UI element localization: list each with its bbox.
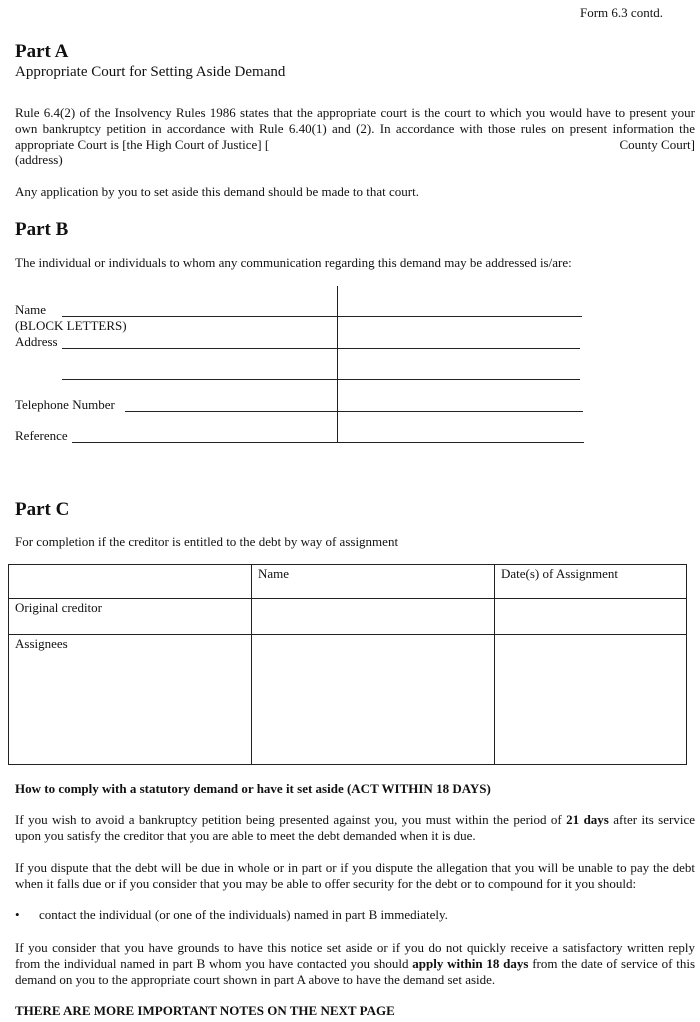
original-creditor-label: Original creditor [9, 599, 252, 635]
notes-p3-bold: apply within 18 days [412, 956, 529, 971]
telephone-field-line[interactable] [125, 411, 583, 412]
telephone-label: Telephone Number [15, 397, 115, 412]
reference-label: Reference [15, 428, 68, 443]
part-c-heading: Part C [15, 499, 70, 520]
part-a-application-note: Any application by you to set aside this demand should be made to that court. [15, 184, 420, 199]
reference-field-line[interactable] [72, 442, 584, 443]
assignment-table [8, 564, 687, 765]
notes-p3-text-b: from the date of service of this demand on you to the appropriate court shown in part A above to have the demand set aside. [15, 956, 696, 987]
part-a-rule-text: Rule 6.4(2) of the Insolvency Rules 1986 states that the appropriate court is the court to which you would have to present your own bankruptcy petition in accordance with Rule 6.40(1) and (2). In accordance with those rules on present information the appropriate Court is [the High Court of Justice] [ [15, 105, 695, 152]
part-b-column-divider [337, 286, 338, 443]
table-header-name: Name [252, 565, 495, 599]
name-label: Name [15, 302, 47, 317]
notes-p1-text-b: after its service upon you satisfy the creditor that you are able to meet the debt demanded when it is due. [15, 812, 695, 843]
original-creditor-date-cell[interactable] [495, 599, 687, 635]
notes-bullet-item [15, 907, 448, 923]
bullet-symbol: • [15, 907, 20, 922]
address-note: (address) [15, 152, 63, 167]
notes-p1-text-a: If you wish to avoid a bankruptcy petition being presented against you, you must within the period of [15, 812, 567, 827]
name-field-line[interactable] [62, 316, 582, 317]
part-a-heading: Part A [15, 41, 69, 62]
address-label: Address [15, 334, 58, 349]
address-field-line-1[interactable] [62, 348, 580, 349]
county-court-label: County Court] [619, 137, 695, 152]
assignees-date-cell[interactable] [495, 635, 687, 765]
part-a-subheading: Appropriate Court for Setting Aside Demand [15, 64, 286, 80]
block-letters-label: (BLOCK LETTERS) [15, 318, 127, 333]
notes-heading: How to comply with a statutory demand or have it set aside (ACT WITHIN 18 DAYS) [15, 781, 491, 796]
table-header-dates: Date(s) of Assignment [495, 565, 687, 599]
notes-footer: THERE ARE MORE IMPORTANT NOTES ON THE NEXT PAGE [15, 1003, 395, 1018]
notes-paragraph-2: If you dispute that the debt will be due in whole or in part or if you dispute the allegation that you will be unable to pay the debt when it falls due or if you consider that you may be able to offer security for the debt or to compound for it you should: [15, 860, 695, 891]
assignees-label: Assignees [9, 635, 252, 765]
notes-p1-bold: 21 days [566, 812, 609, 827]
table-header-row [9, 565, 687, 599]
table-row-assignees [9, 635, 687, 765]
address-field-line-2[interactable] [62, 379, 580, 380]
table-row-original-creditor [9, 599, 687, 635]
assignees-name-cell[interactable] [252, 635, 495, 765]
notes-paragraph-3 [15, 940, 695, 988]
part-a-paragraph [15, 105, 695, 153]
bullet-text: contact the individual (or one of the individuals) named in part B immediately. [39, 907, 448, 922]
part-b-intro: The individual or individuals to whom any communication regarding this demand may be addressed is/are: [15, 255, 572, 270]
notes-p3-text-a: If you consider that you have grounds to have this notice set aside or if you do not quickly receive a satisfactory written reply from the individual named in part B whom you have contacted you should [15, 940, 695, 971]
part-b-heading: Part B [15, 219, 69, 240]
table-corner-cell [9, 565, 252, 599]
original-creditor-name-cell[interactable] [252, 599, 495, 635]
part-c-intro: For completion if the creditor is entitled to the debt by way of assignment [15, 534, 399, 549]
notes-paragraph-1 [15, 812, 695, 844]
form-reference: Form 6.3 contd. [580, 5, 664, 20]
